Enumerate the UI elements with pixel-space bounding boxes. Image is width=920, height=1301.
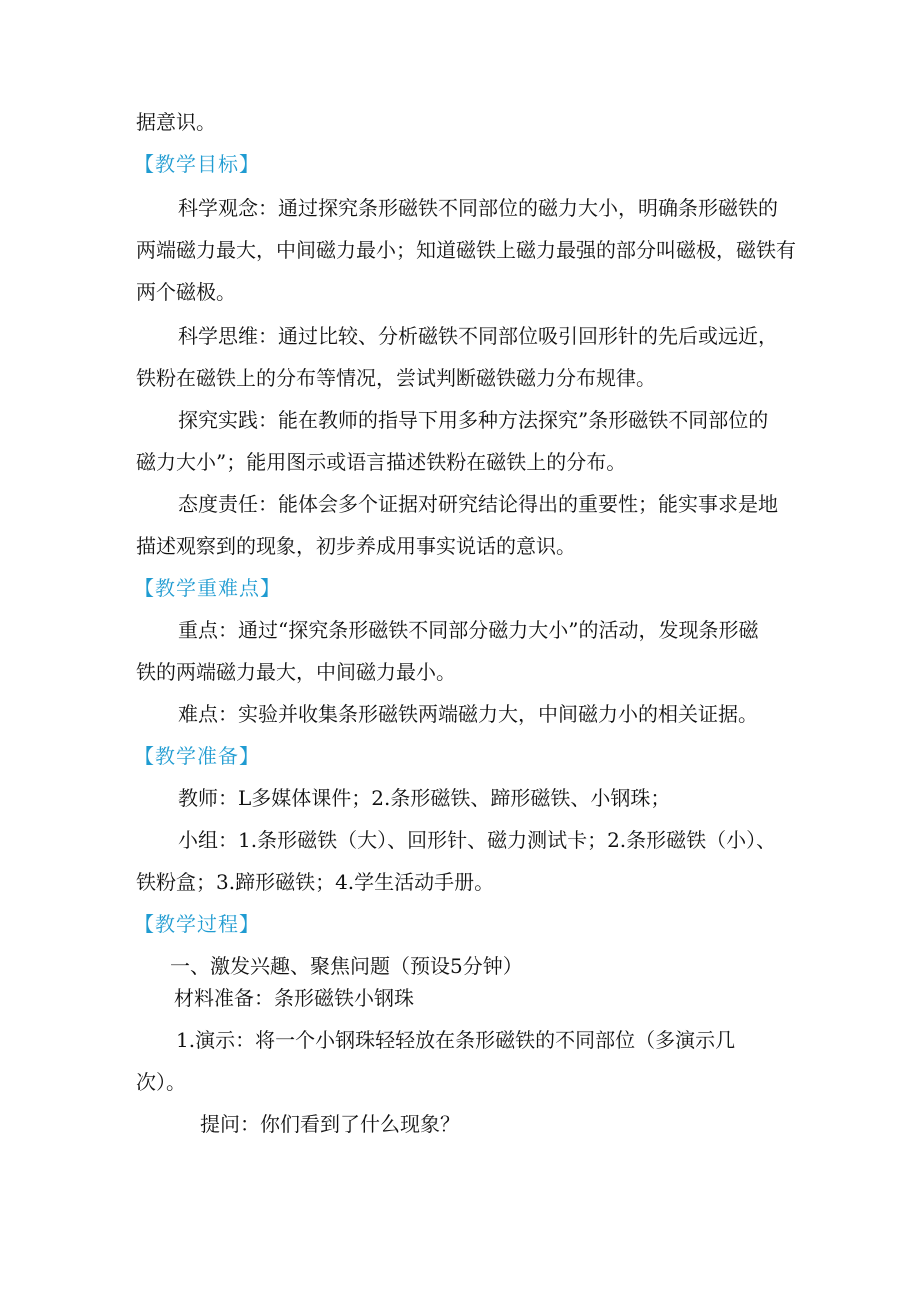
paragraph-line: 两端磁力最大，中间磁力最小；知道磁铁上磁力最强的部分叫磁极，磁铁有 xyxy=(136,238,796,262)
paragraph-line: 科学思维：通过比较、分析磁铁不同部位吸引回形针的先后或远近， xyxy=(178,324,778,348)
paragraph-line: 次）。 xyxy=(136,1070,186,1094)
paragraph-line: 态度责任：能体会多个证据对研究结论得出的重要性；能实事求是地 xyxy=(178,492,778,516)
paragraph-line: 材料准备：条形磁铁小钢珠 xyxy=(174,986,414,1010)
section-heading-process: 【教学过程】 xyxy=(134,912,260,936)
paragraph-line: 铁粉盒；3.蹄形磁铁；4.学生活动手册。 xyxy=(136,870,495,894)
paragraph-line: 提问：你们看到了什么现象？ xyxy=(200,1112,460,1136)
paragraph-line: 探究实践：能在教师的指导下用多种方法探究”条形磁铁不同部位的 xyxy=(178,408,769,432)
paragraph-line: 难点：实验并收集条形磁铁两端磁力大，中间磁力小的相关证据。 xyxy=(178,702,758,726)
text-line: 据意识。 xyxy=(136,110,216,134)
section-heading-key-points: 【教学重难点】 xyxy=(134,576,281,600)
section-heading-teaching-goals: 【教学目标】 xyxy=(134,152,260,176)
paragraph-line: 两个磁极。 xyxy=(136,280,236,304)
paragraph-line: 铁的两端磁力最大，中间磁力最小。 xyxy=(136,660,456,684)
paragraph-line: 铁粉在磁铁上的分布等情况，尝试判断磁铁磁力分布规律。 xyxy=(136,366,656,390)
paragraph-line: 教师：L多媒体课件；2.条形磁铁、蹄形磁铁、小钢珠； xyxy=(178,786,671,810)
paragraph-line: 1.演示：将一个小钢珠轻轻放在条形磁铁的不同部位（多演示几 xyxy=(176,1028,736,1052)
subsection-heading: 一、激发兴趣、聚焦问题（预设5分钟） xyxy=(170,954,523,978)
paragraph-line: 小组：1.条形磁铁（大）、回形针、磁力测试卡；2.条形磁铁（小）、 xyxy=(178,828,777,852)
paragraph-line: 重点：通过“探究条形磁铁不同部分磁力大小”的活动，发现条形磁 xyxy=(178,618,759,642)
section-heading-preparation: 【教学准备】 xyxy=(134,744,260,768)
paragraph-line: 描述观察到的现象，初步养成用事实说话的意识。 xyxy=(136,534,576,558)
paragraph-line: 磁力大小”；能用图示或语言描述铁粉在磁铁上的分布。 xyxy=(136,450,627,474)
paragraph-line: 科学观念：通过探究条形磁铁不同部位的磁力大小，明确条形磁铁的 xyxy=(178,196,778,220)
